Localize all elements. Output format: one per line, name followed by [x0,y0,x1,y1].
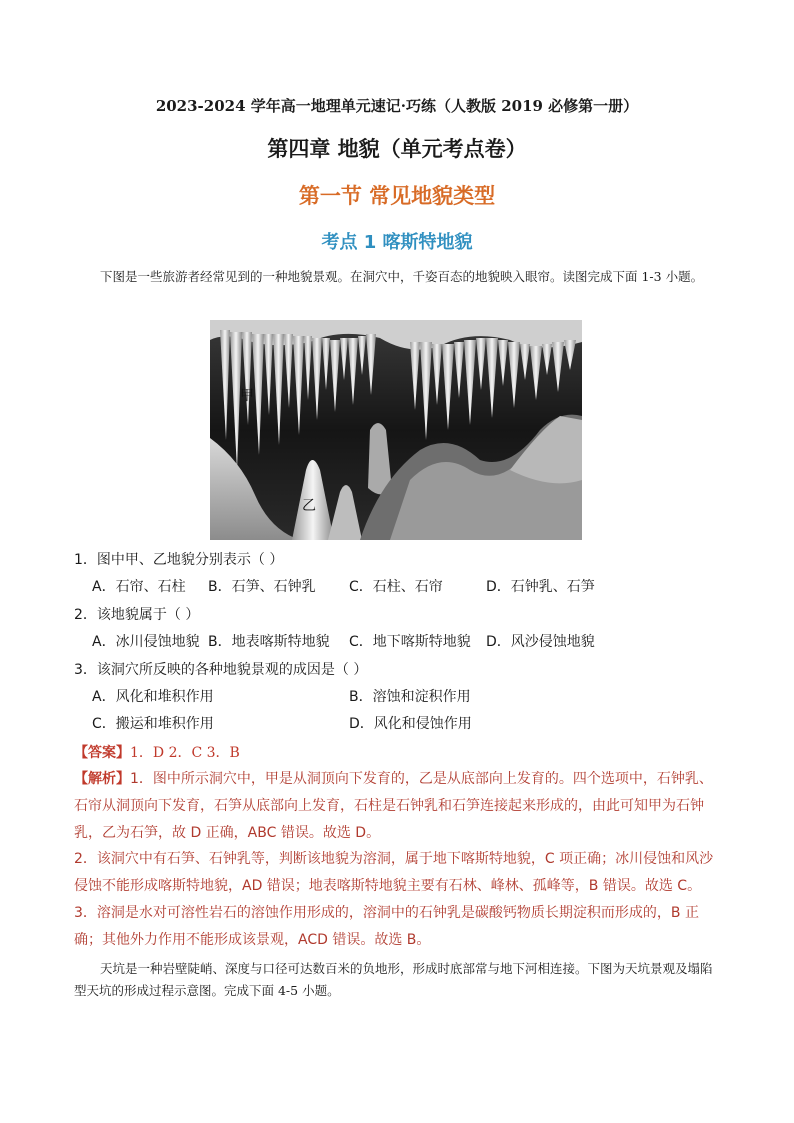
analysis-text-1: 1．图中所示洞穴中，甲是从洞顶向下发育的，乙是从底部向上发育的。四个选项中，石钟乳、石帘从洞顶向下发育，石笋从底部向上发育，石柱是石钟乳和石笋连接起来形成的，由此可知甲为石钟乳，乙为石笋，故 D 正确，ABC 错误。故选 D。 [74,771,713,841]
series-title: 2023-2024 学年高一地理单元速记·巧练（人教版 2019 必修第一册） [155,97,639,115]
q2-option-a: A．冰川侵蚀地貌 [92,634,200,650]
q3-option-a: A．风化和堆积作用 [92,689,214,705]
label-jia: 甲 [240,388,254,404]
point-title: 考点 1 喀斯特地貌 [321,232,473,253]
q2-option-c: C．地下喀斯特地貌 [349,634,471,650]
q1-option-b: B．石笋、石钟乳 [208,579,316,595]
chapter-title: 第四章 地貌（单元考点卷） [267,137,527,161]
answer-tag: 【答案】 [74,745,130,761]
q3-option-b: B．溶蚀和淀积作用 [349,689,471,705]
question-3-stem: 3．该洞穴所反映的各种地貌景观的成因是（ ） [74,662,368,678]
karst-cave-photo [210,320,582,540]
q2-option-d: D．风沙侵蚀地貌 [486,634,595,650]
q3-option-d: D．风化和侵蚀作用 [349,716,472,732]
label-yi: 乙 [302,498,316,514]
analysis-tag: 【解析】 [74,771,130,787]
question-1-stem: 1．图中甲、乙地貌分别表示（ ） [74,552,284,568]
q1-option-d: D．石钟乳、石笋 [486,579,595,595]
q3-option-c: C．搬运和堆积作用 [92,716,214,732]
question-2-stem: 2．该地貌属于（ ） [74,607,200,623]
analysis-paragraph-1 [74,766,726,847]
analysis-paragraph-3: 3．溶洞是水对可溶性岩石的溶蚀作用形成的，溶洞中的石钟乳是碳酸钙物质长期淀积而形成的，B 正确；其他外力作用不能形成该景观，ACD 错误。故选 B。 [74,905,699,948]
analysis-paragraph-2: 2．该洞穴中有石笋、石钟乳等，判断该地貌为溶洞，属于地下喀斯特地貌，C 项正确；冰川侵蚀和风沙侵蚀不能形成喀斯特地貌，AD 错误；地表喀斯特地貌主要有石林、峰林、孤峰等，B 错误。故选 C。 [74,851,714,894]
q1-option-a: A．石帘、石柱 [92,579,186,595]
q1-option-c: C．石柱、石帘 [349,579,443,595]
q2-option-b: B．地表喀斯特地貌 [208,634,330,650]
answer-line [74,743,240,763]
intro-paragraph-2: 天坑是一种岩壁陡峭、深度与口径可达数百米的负地形，形成时底部常与地下河相连接。下图为天坑景观及塌陷型天坑的形成过程示意图。完成下面 4-5 小题。 [74,961,713,998]
section-title: 第一节 常见地貌类型 [298,184,496,208]
intro-paragraph-1: 下图是一些旅游者经常见到的一种地貌景观。在洞穴中，千姿百态的地貌映入眼帘。读图完成下面 1-3 小题。 [100,269,704,284]
answer-text: 1．D 2．C 3．B [130,745,240,761]
